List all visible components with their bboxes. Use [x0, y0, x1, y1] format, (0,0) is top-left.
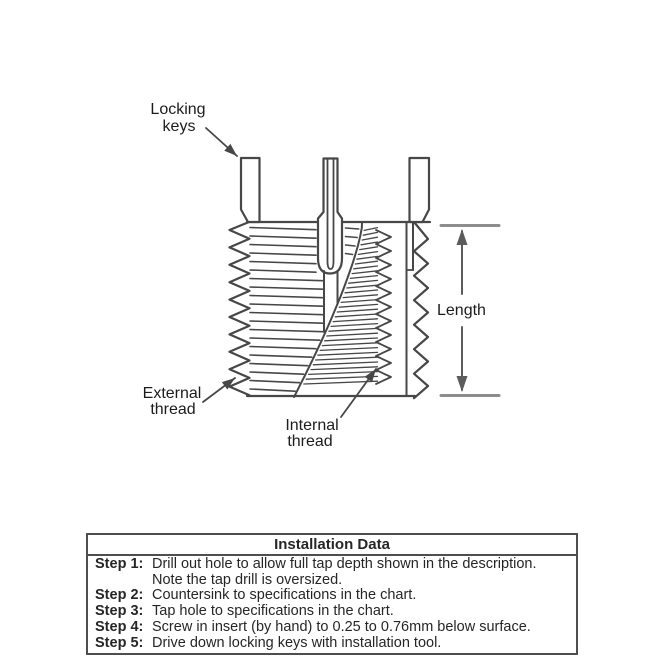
step-label: Step 1:	[95, 556, 144, 572]
step-label	[88, 573, 152, 589]
external-thread-label-line1: External	[142, 385, 202, 402]
step-row	[88, 557, 576, 573]
step-label: Step 5:	[95, 634, 144, 651]
step-label: Step 4:	[95, 618, 144, 635]
step-text: Drill out hole to allow full tap depth shown in the description.	[152, 557, 537, 572]
step-text: Note the tap drill is oversized.	[152, 572, 343, 588]
internal-thread-label-line2: thread	[287, 433, 333, 450]
internal-thread-label-line1: Internal	[285, 417, 339, 434]
step-label: Step 2:	[95, 587, 144, 604]
step-text: Screw in insert (by hand) to 0.25 to 0.76mm below surface.	[152, 619, 531, 635]
step-row	[88, 588, 576, 604]
step-row	[88, 604, 576, 620]
step-row	[88, 573, 576, 589]
installation-table	[86, 533, 578, 655]
external-thread-label-line2: thread	[150, 401, 196, 418]
length-label: Length	[437, 302, 486, 319]
step-text: Drive down locking keys with installation tool.	[152, 635, 442, 651]
step-text: Countersink to specifications in the chart.	[152, 588, 417, 604]
installation-table-title: Installation Data	[88, 535, 576, 556]
step-text: Tap hole to specifications in the chart.	[152, 604, 394, 620]
locking-keys-label-line1: Locking	[150, 101, 206, 118]
installation-table-body	[88, 556, 576, 653]
locking-keys-label-line2: keys	[162, 118, 196, 135]
step-label: Step 3:	[95, 603, 144, 620]
step-row	[88, 620, 576, 636]
step-row	[88, 636, 576, 652]
